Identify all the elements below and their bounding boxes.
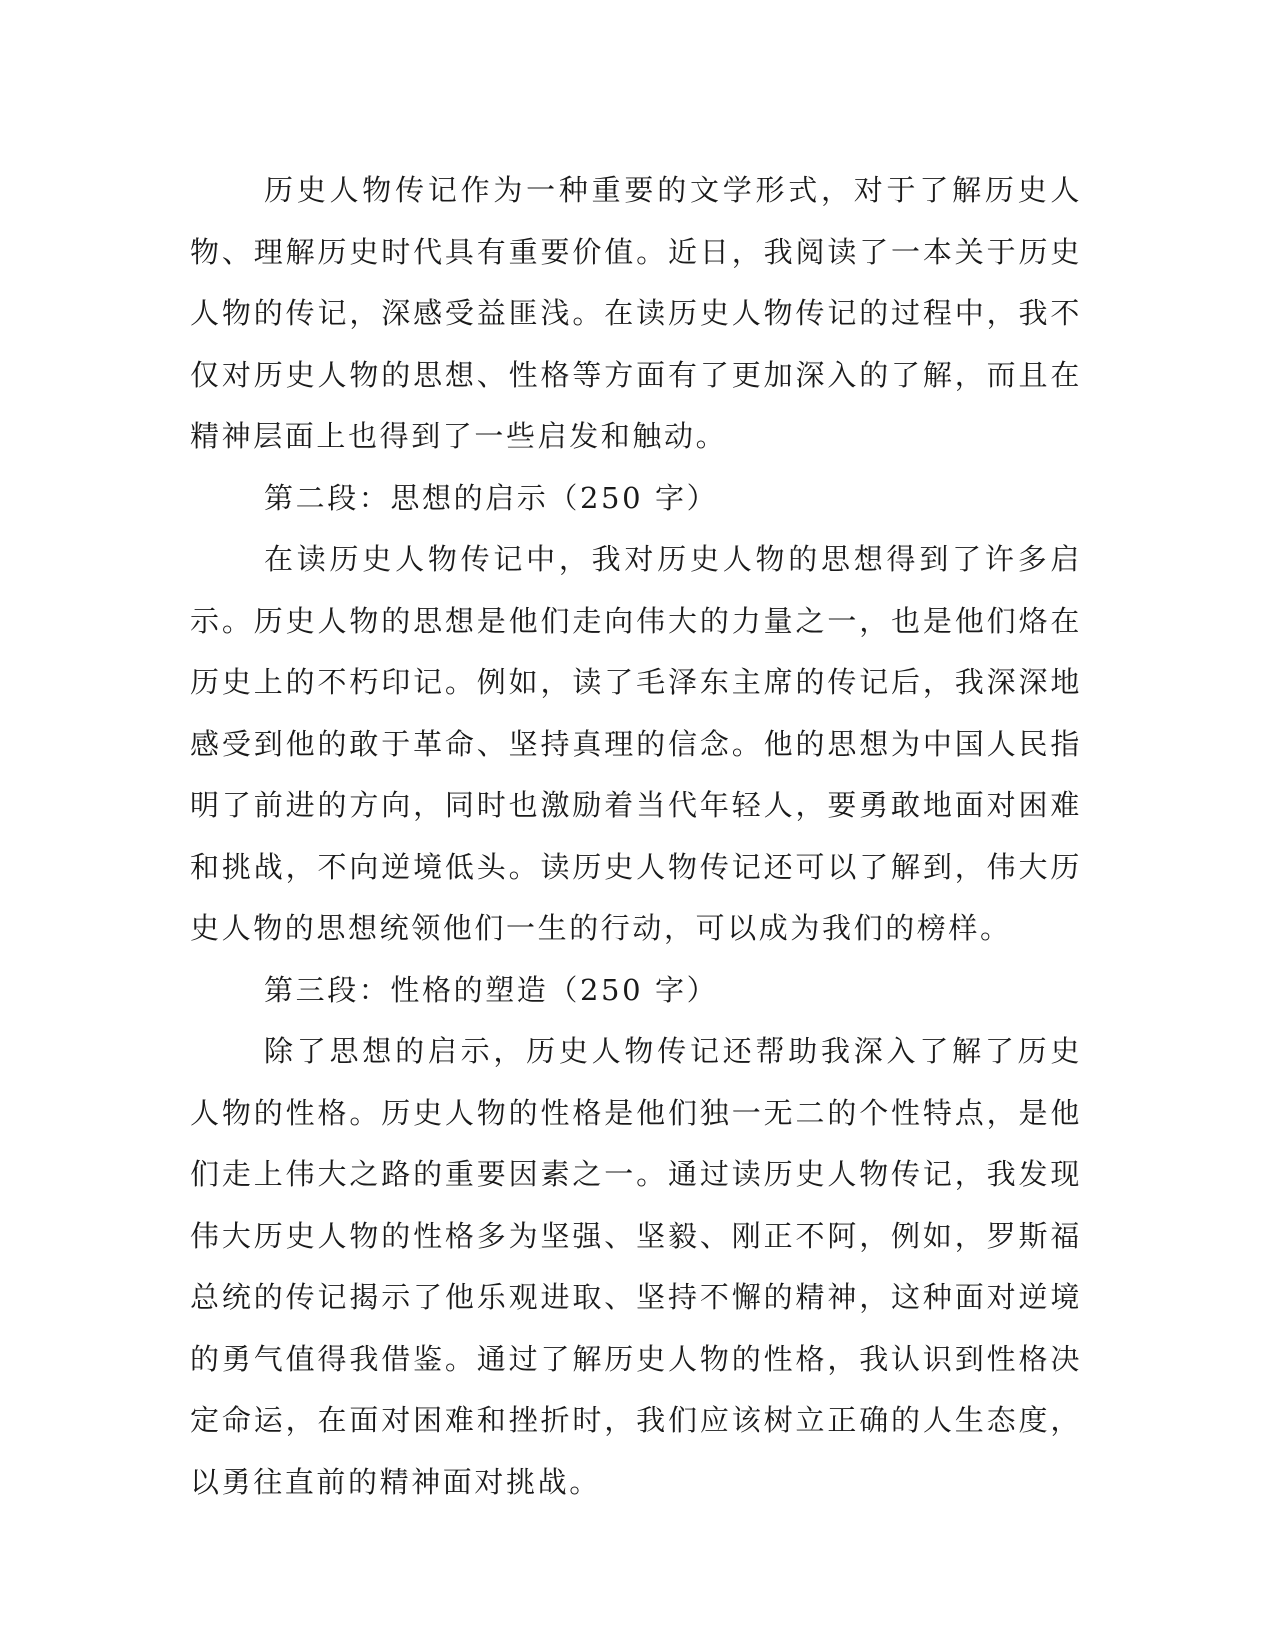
intro-paragraph: 历史人物传记作为一种重要的文学形式，对于了解历史人物、理解历史时代具有重要价值。近日，我阅读了一本关于历史人物的传记，深感受益匪浅。在读历史人物传记的过程中，我不仅对历史人物的思想、性格等方面有了更加深入的了解，而且在精神层面上也得到了一些启发和触动。: [190, 173, 1082, 453]
thought-paragraph: 在读历史人物传记中，我对历史人物的思想得到了许多启示。历史人物的思想是他们走向伟大的力量之一，也是他们烙在历史上的不朽印记。例如，读了毛泽东主席的传记后，我深深地感受到他的敢于革命、坚持真理的信念。他的思想为中国人民指明了前进的方向，同时也激励着当代年轻人，要勇敢地面对困难和挑战，不向逆境低头。读历史人物传记还可以了解到，伟大历史人物的思想统领他们一生的行动，可以成为我们的榜样。: [190, 542, 1082, 945]
section-heading-character: 第三段：性格的塑造（250 字）: [264, 972, 719, 1007]
section-heading-thought: 第二段：思想的启示（250 字）: [264, 480, 719, 515]
document-body: [190, 160, 1082, 1513]
character-paragraph: 除了思想的启示，历史人物传记还帮助我深入了解了历史人物的性格。历史人物的性格是他们独一无二的个性特点，是他们走上伟大之路的重要因素之一。通过读历史人物传记，我发现伟大历史人物的性格多为坚强、坚毅、刚正不阿，例如，罗斯福总统的传记揭示了他乐观进取、坚持不懈的精神，这种面对逆境的勇气值得我借鉴。通过了解历史人物的性格，我认识到性格决定命运，在面对困难和挫折时，我们应该树立正确的人生态度，以勇往直前的精神面对挑战。: [190, 1034, 1082, 1499]
